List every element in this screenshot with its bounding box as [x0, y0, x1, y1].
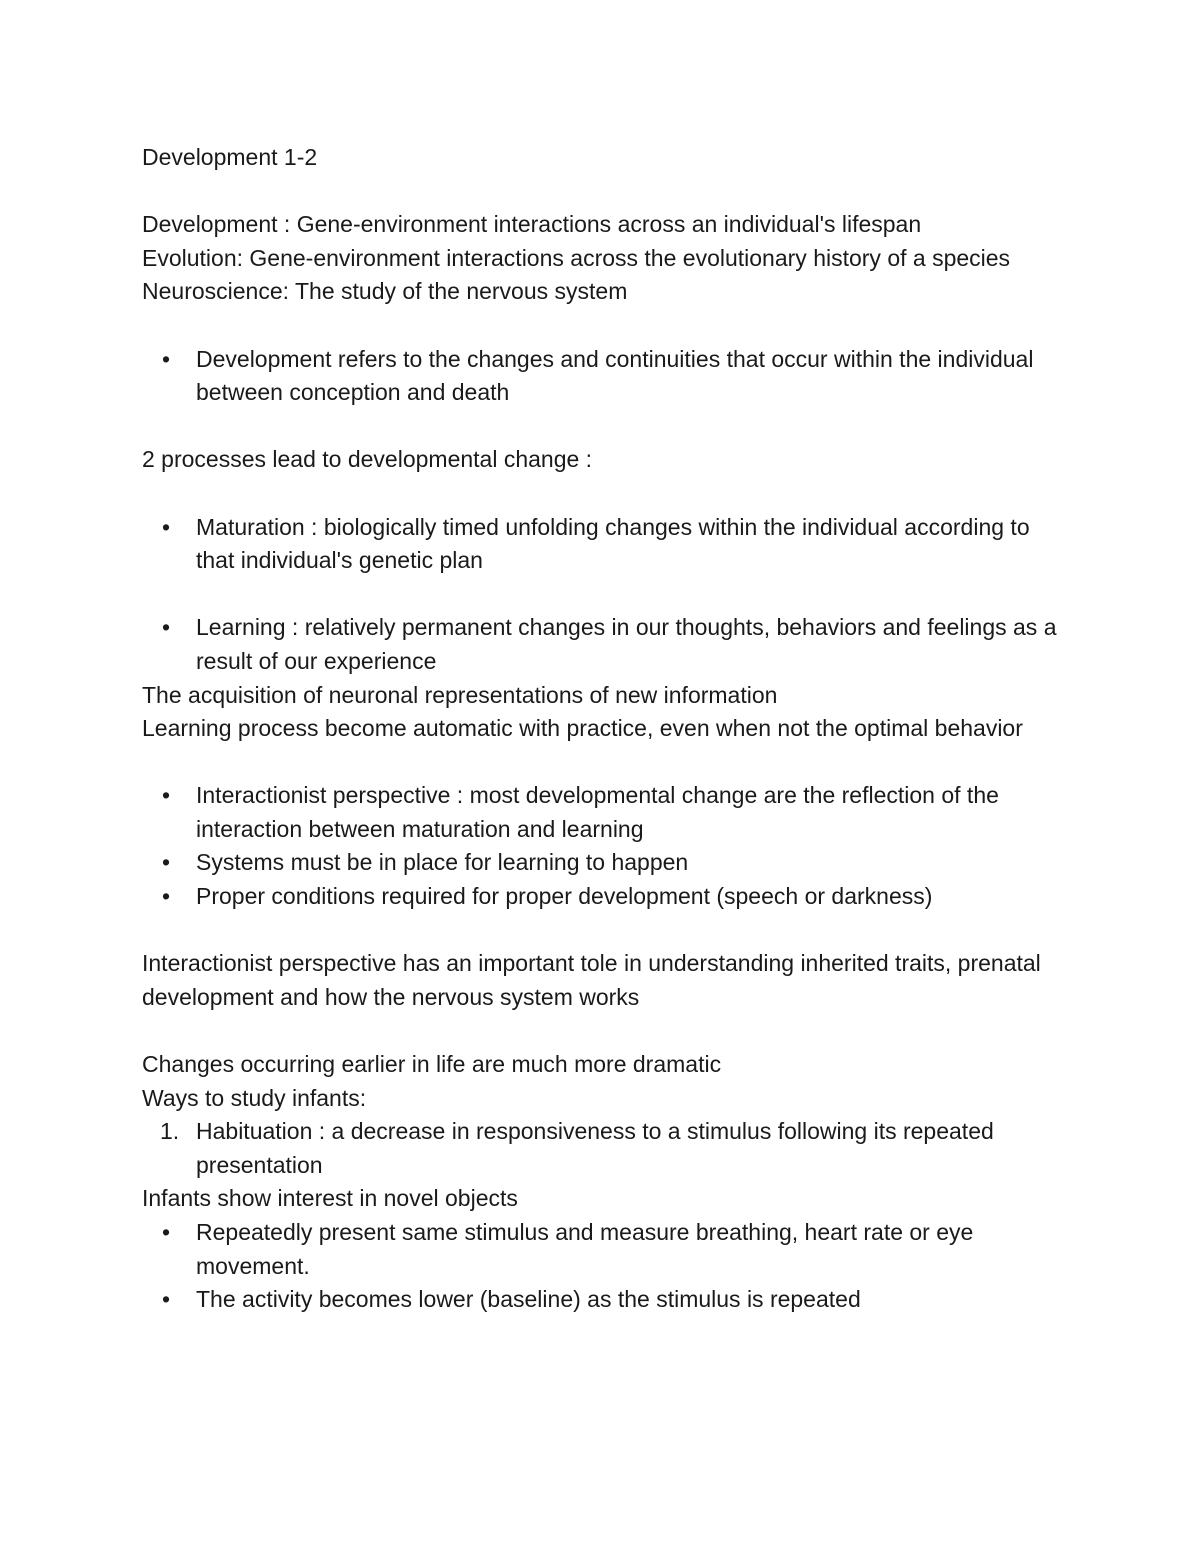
spacer [142, 477, 1062, 511]
bullet-icon: • [161, 1219, 171, 1245]
bullet-icon: • [161, 345, 171, 372]
definition-neuroscience: Neuroscience: The study of the nervous system [142, 278, 628, 305]
bullet-icon: • [161, 849, 171, 876]
bullet-icon: • [161, 883, 171, 910]
bullet-item-learning [142, 611, 1062, 678]
list-number: 1. [160, 1118, 180, 1145]
spacer [142, 410, 1062, 444]
bullet-icon: • [161, 614, 171, 641]
spacer [142, 309, 1062, 343]
bullet-text: Proper conditions required for proper development (speech or darkness) [196, 883, 933, 910]
bullet-text: Interactionist perspective : most developmental change are the reflection of the interaction between maturation and learning [196, 782, 999, 842]
numbered-item-habituation [142, 1115, 1062, 1182]
spacer [142, 578, 1062, 612]
spacer [142, 175, 1062, 209]
bullet-icon: • [161, 1286, 171, 1313]
bullet-item-conditions [142, 880, 1062, 914]
learning-automatic-line: Learning process become automatic with practice, even when not the optimal behavior [142, 715, 1023, 742]
bullet-icon: • [161, 513, 171, 540]
acquisition-line: The acquisition of neuronal representations of new information [142, 681, 778, 708]
interactionist-role-paragraph: Interactionist perspective has an important tole in understanding inherited traits, prenatal development and how the nervous system works [142, 950, 1041, 1010]
ways-to-study-line: Ways to study infants: [142, 1084, 367, 1111]
bullet-text: Maturation : biologically timed unfolding changes within the individual according to that individual's genetic plan [196, 513, 1030, 574]
bullet-text: The activity becomes lower (baseline) as the stimulus is repeated [196, 1286, 861, 1313]
numbered-item-text: Habituation : a decrease in responsiveness to a stimulus following its repeated presentation [196, 1118, 994, 1178]
definition-evolution: Evolution: Gene-environment interactions across the evolutionary history of a species [142, 244, 1011, 271]
bullet-icon: • [161, 782, 171, 809]
bullet-text: Systems must be in place for learning to happen [196, 849, 689, 876]
document-title: Development 1-2 [142, 144, 318, 170]
bullet-text: Learning : relatively permanent changes in our thoughts, behaviors and feelings as a result of our experience [196, 614, 1057, 674]
bullet-text: Repeatedly present same stimulus and measure breathing, heart rate or eye movement. [196, 1219, 974, 1279]
changes-earlier-line: Changes occurring earlier in life are much more dramatic [142, 1051, 722, 1078]
bullet-item-development [142, 343, 1062, 410]
processes-heading: 2 processes lead to developmental change : [142, 446, 593, 473]
spacer [142, 1014, 1062, 1048]
bullet-item-interactionist [142, 779, 1062, 846]
bullet-item-maturation [142, 511, 1062, 578]
definition-development: Development : Gene-environment interactions across an individual's lifespan [142, 211, 922, 238]
spacer [142, 746, 1062, 780]
infants-interest-line: Infants show interest in novel objects [142, 1185, 518, 1212]
bullet-text: Development refers to the changes and continuities that occur within the individual between conception and death [196, 345, 1034, 406]
document-page [142, 141, 1062, 1317]
spacer [142, 914, 1062, 948]
bullet-item-activity [142, 1283, 1062, 1317]
bullet-item-repeatedly [142, 1216, 1062, 1283]
bullet-item-systems [142, 846, 1062, 880]
